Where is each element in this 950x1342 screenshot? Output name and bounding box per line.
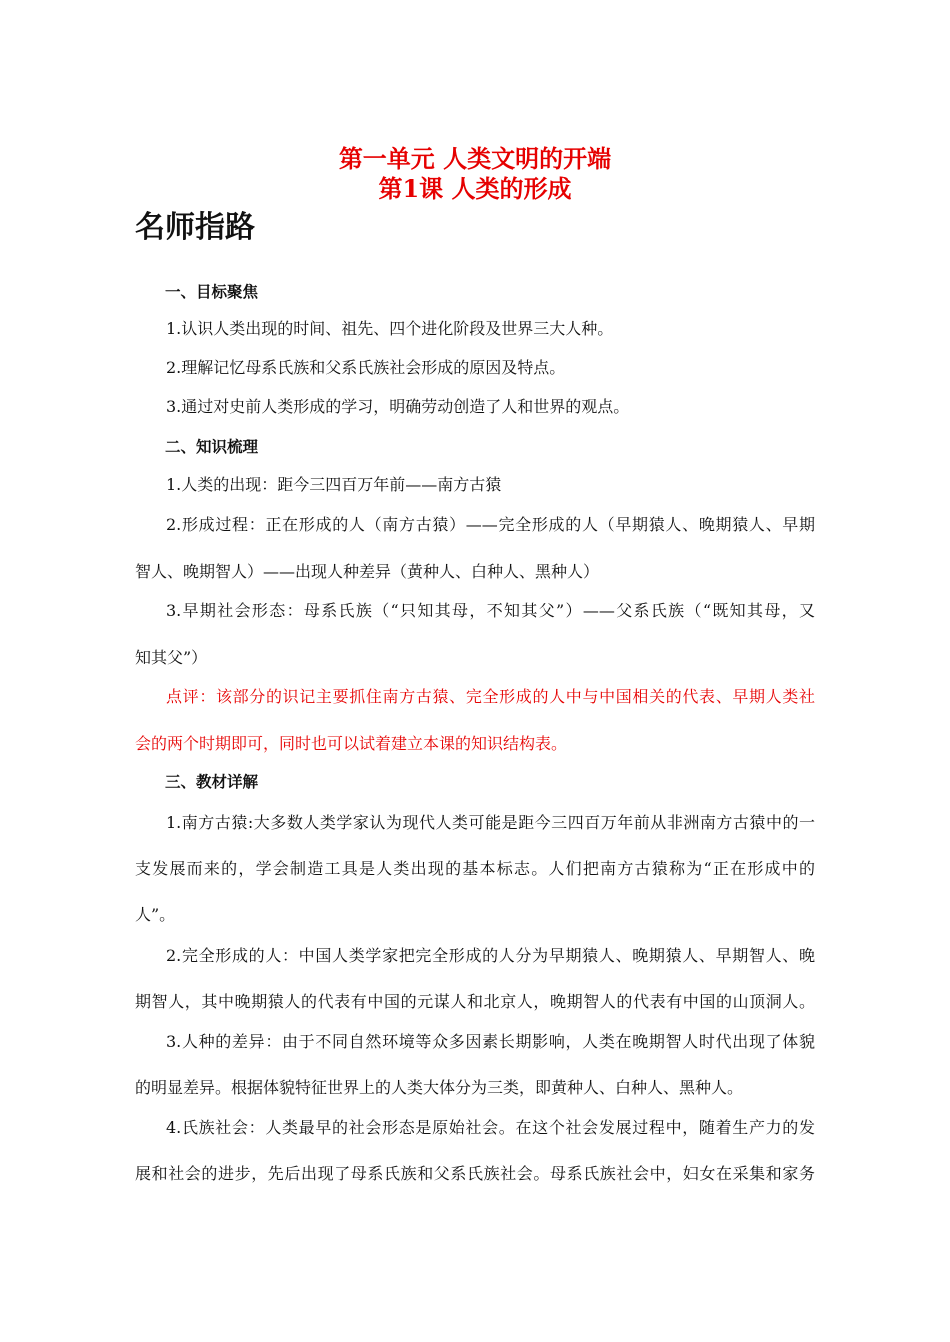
comment-line-1: 点评：该部分的识记主要抓住南方古猿、完全形成的人中与中国相关的代表、早期人类社 <box>166 687 815 706</box>
goal-item-3: 3.通过对史前人类形成的学习，明确劳动创造了人和世界的观点。 <box>166 397 630 416</box>
textbook-p1-line-2: 支发展而来的，学会制造工具是人类出现的基本标志。人们把南方古猿称为“正在形成中的 <box>135 859 815 878</box>
textbook-p4-line-2: 展和社会的进步，先后出现了母系氏族和父系氏族社会。母系氏族社会中，妇女在采集和家务 <box>135 1164 815 1183</box>
knowledge-item-2-line-2: 智人、晚期智人）——出现人种差异（黄种人、白种人、黑种人） <box>135 562 600 581</box>
textbook-p1-line-1: 1.南方古猿:大多数人类学家认为现代人类可能是距今三四百万年前从非洲南方古猿中的一 <box>166 813 815 832</box>
knowledge-item-3-line-1: 3.早期社会形态：母系氏族（“只知其母，不知其父”）——父系氏族（“既知其母，又 <box>166 601 815 620</box>
goal-item-2: 2.理解记忆母系氏族和父系氏族社会形成的原因及特点。 <box>166 358 566 377</box>
comment-line-2: 会的两个时期即可，同时也可以试着建立本课的知识结构表。 <box>135 734 568 753</box>
knowledge-item-2-line-1: 2.形成过程：正在形成的人（南方古猿）——完全形成的人（早期猿人、晚期猿人、早期 <box>166 515 815 534</box>
unit-title: 第一单元 人类文明的开端 <box>338 144 612 173</box>
goal-item-1: 1.认识人类出现的时间、祖先、四个进化阶段及世界三大人种。 <box>166 319 614 338</box>
textbook-p3-line-2: 的明显差异。根据体貌特征世界上的人类大体分为三类，即黄种人、白种人、黑种人。 <box>135 1078 744 1097</box>
textbook-p4-line-1: 4.氏族社会：人类最早的社会形态是原始社会。在这个社会发展过程中，随着生产力的发 <box>166 1118 815 1137</box>
lesson-title: 第1课 人类的形成 <box>378 174 572 203</box>
knowledge-item-1: 1.人类的出现：距今三四百万年前——南方古猿 <box>166 475 502 494</box>
main-heading: 名师指路 <box>135 210 255 245</box>
textbook-p3-line-1: 3.人种的差异：由于不同自然环境等众多因素长期影响，人类在晚期智人时代出现了体貌 <box>166 1032 815 1051</box>
textbook-p2-line-1: 2.完全形成的人：中国人类学家把完全形成的人分为早期猿人、晚期猿人、早期智人、晚 <box>166 946 815 965</box>
textbook-p2-line-2: 期智人，其中晚期猿人的代表有中国的元谋人和北京人，晚期智人的代表有中国的山顶洞人。 <box>135 992 815 1011</box>
textbook-p1-line-3: 人”。 <box>135 905 176 924</box>
section-goals-heading: 一、目标聚焦 <box>165 283 259 301</box>
section-textbook-heading: 三、教材详解 <box>165 773 259 791</box>
section-knowledge-heading: 二、知识梳理 <box>165 438 259 456</box>
knowledge-item-3-line-2: 知其父”） <box>135 648 208 667</box>
